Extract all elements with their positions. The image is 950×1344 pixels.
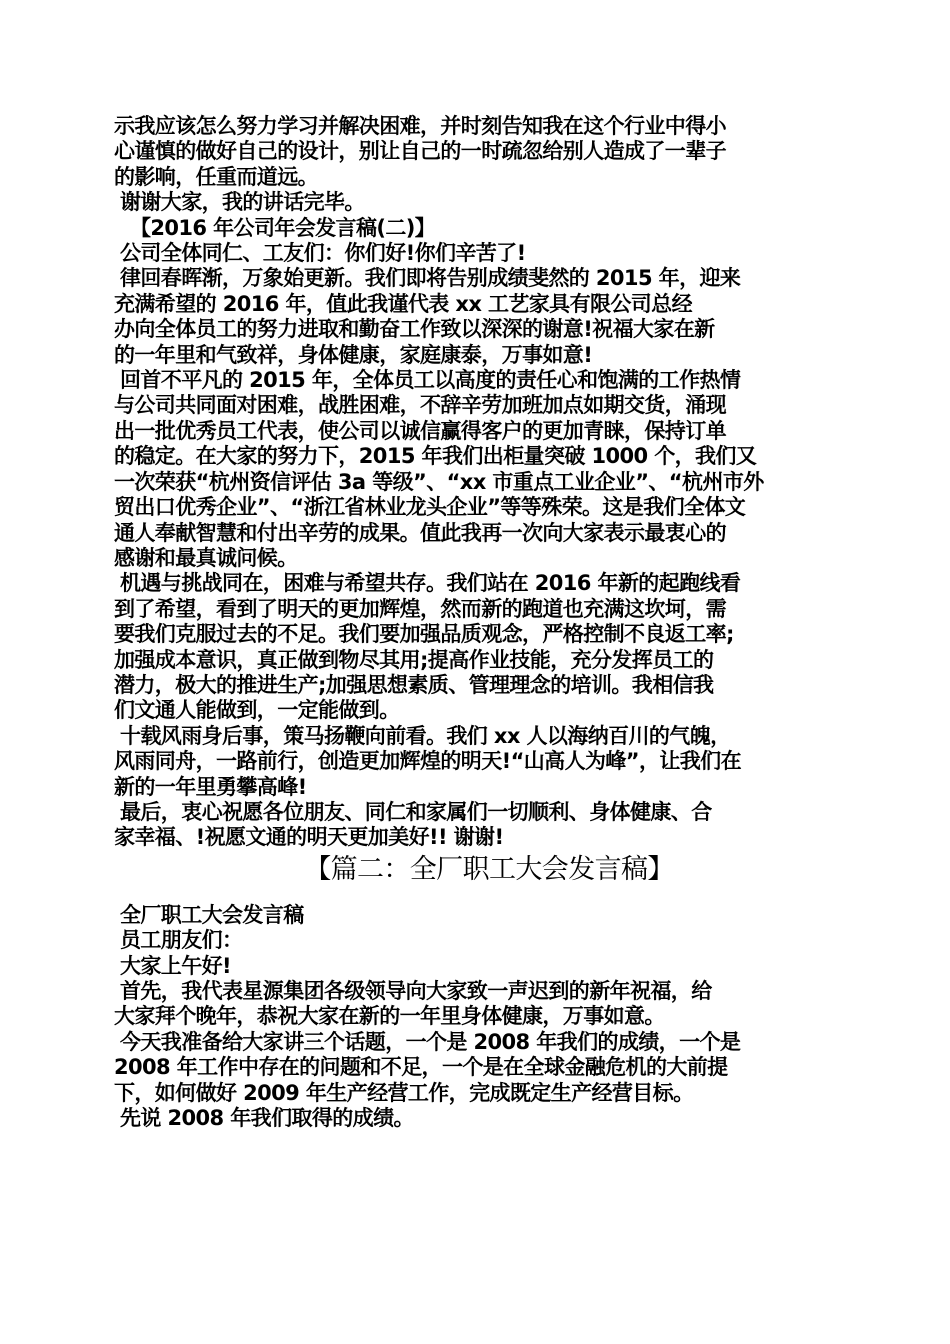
text-line: 公司全体同仁、工友们：你们好!你们辛苦了!	[120, 241, 526, 266]
text-line: 2008 年工作中存在的问题和不足，一个是在全球金融危机的大前提	[114, 1055, 728, 1080]
text-line: 与公司共同面对困难，战胜困难，不辞辛劳加班加点如期交货，涌现	[114, 393, 726, 418]
text-line: 充满希望的 2016 年，值此我谨代表 xx 工艺家具有限公司总经	[114, 291, 692, 316]
section-heading: 【篇二：全厂职工大会发言稿】	[304, 853, 674, 885]
text-line: 十载风雨身后事，策马扬鞭向前看。我们 xx 人以海纳百川的气魄，	[120, 723, 731, 748]
text-line: 大家上午好!	[120, 953, 231, 978]
text-line: 首先，我代表星源集团各级领导向大家致一声迟到的新年祝福，给	[120, 979, 712, 1003]
text-line: 的影响，任重而道远。	[114, 164, 318, 189]
text-line: 示我应该怎么努力学习并解决困难，并时刻告知我在这个行业中得小	[114, 114, 726, 138]
text-line: 律回春晖渐，万象始更新。我们即将告别成绩斐然的 2015 年，迎来	[120, 266, 741, 291]
text-line: 加强成本意识，真正做到物尽其用;提高作业技能，充分发挥员工的	[114, 647, 714, 672]
text-line: 最后，衷心祝愿各位朋友、同仁和家属们一切顺利、身体健康、合	[120, 799, 712, 824]
text-line: 谢谢大家，我的讲话完毕。	[120, 190, 365, 215]
text-line: 心谨慎的做好自己的设计，别让自己的一时疏忽给别人造成了一辈子	[114, 139, 726, 164]
text-line: 大家拜个晚年，恭祝大家在新的一年里身体健康，万事如意。	[114, 1004, 665, 1029]
text-line: 全厂职工大会发言稿	[120, 902, 304, 927]
text-line: 一次荣获“杭州资信评估 3a 等级”、“xx 市重点工业企业”、“杭州市外	[114, 469, 764, 494]
text-line: 今天我准备给大家讲三个话题，一个是 2008 年我们的成绩，一个是	[120, 1029, 741, 1054]
text-line: 办向全体员工的努力进取和勤奋工作致以深深的谢意!祝福大家在新	[114, 317, 715, 342]
text-line: 新的一年里勇攀高峰!	[114, 774, 307, 799]
text-line: 到了希望，看到了明天的更加辉煌，然而新的跑道也充满这坎坷，需	[114, 596, 726, 621]
text-line: 家幸福、!祝愿文通的明天更加美好!! 谢谢!	[114, 825, 504, 850]
text-line: 们文通人能做到，一定能做到。	[114, 698, 400, 723]
document-page	[114, 114, 844, 1131]
text-line: 出一批优秀员工代表，使公司以诚信赢得客户的更加青睐，保持订单	[114, 418, 726, 443]
text-line: 贸出口优秀企业”、“浙江省林业龙头企业”等等殊荣。这是我们全体文	[114, 495, 746, 520]
text-line: 下，如何做好 2009 年生产经营工作，完成既定生产经营目标。	[114, 1080, 694, 1105]
text-line: 的稳定。在大家的努力下，2015 年我们出柜量突破 1000 个，我们又	[114, 444, 757, 469]
text-line: 员工朋友们：	[120, 928, 243, 953]
text-line: 的一年里和气致祥，身体健康，家庭康泰，万事如意!	[114, 342, 593, 367]
text-line: 潜力，极大的推进生产;加强思想素质、管理理念的培训。我相信我	[114, 672, 714, 697]
text-line: 感谢和最真诚问候。	[114, 545, 298, 570]
text-line: 回首不平凡的 2015 年，全体员工以高度的责任心和饱满的工作热情	[120, 368, 741, 393]
speech-part-one	[114, 114, 844, 851]
text-line: 风雨同舟，一路前行，创造更加辉煌的明天!“山高人为峰”，让我们在	[114, 749, 741, 774]
text-line: 【2016 年公司年会发言稿(二)】	[130, 215, 436, 240]
text-line: 通人奉献智慧和付出辛劳的成果。值此我再一次向大家表示最衷心的	[114, 520, 726, 545]
text-line: 机遇与挑战同在，困难与希望共存。我们站在 2016 年新的起跑线看	[120, 571, 741, 596]
text-line: 先说 2008 年我们取得的成绩。	[120, 1106, 414, 1131]
speech-part-two	[114, 903, 844, 1132]
text-line: 要我们克服过去的不足。我们要加强品质观念，严格控制不良返工率;	[114, 622, 734, 647]
